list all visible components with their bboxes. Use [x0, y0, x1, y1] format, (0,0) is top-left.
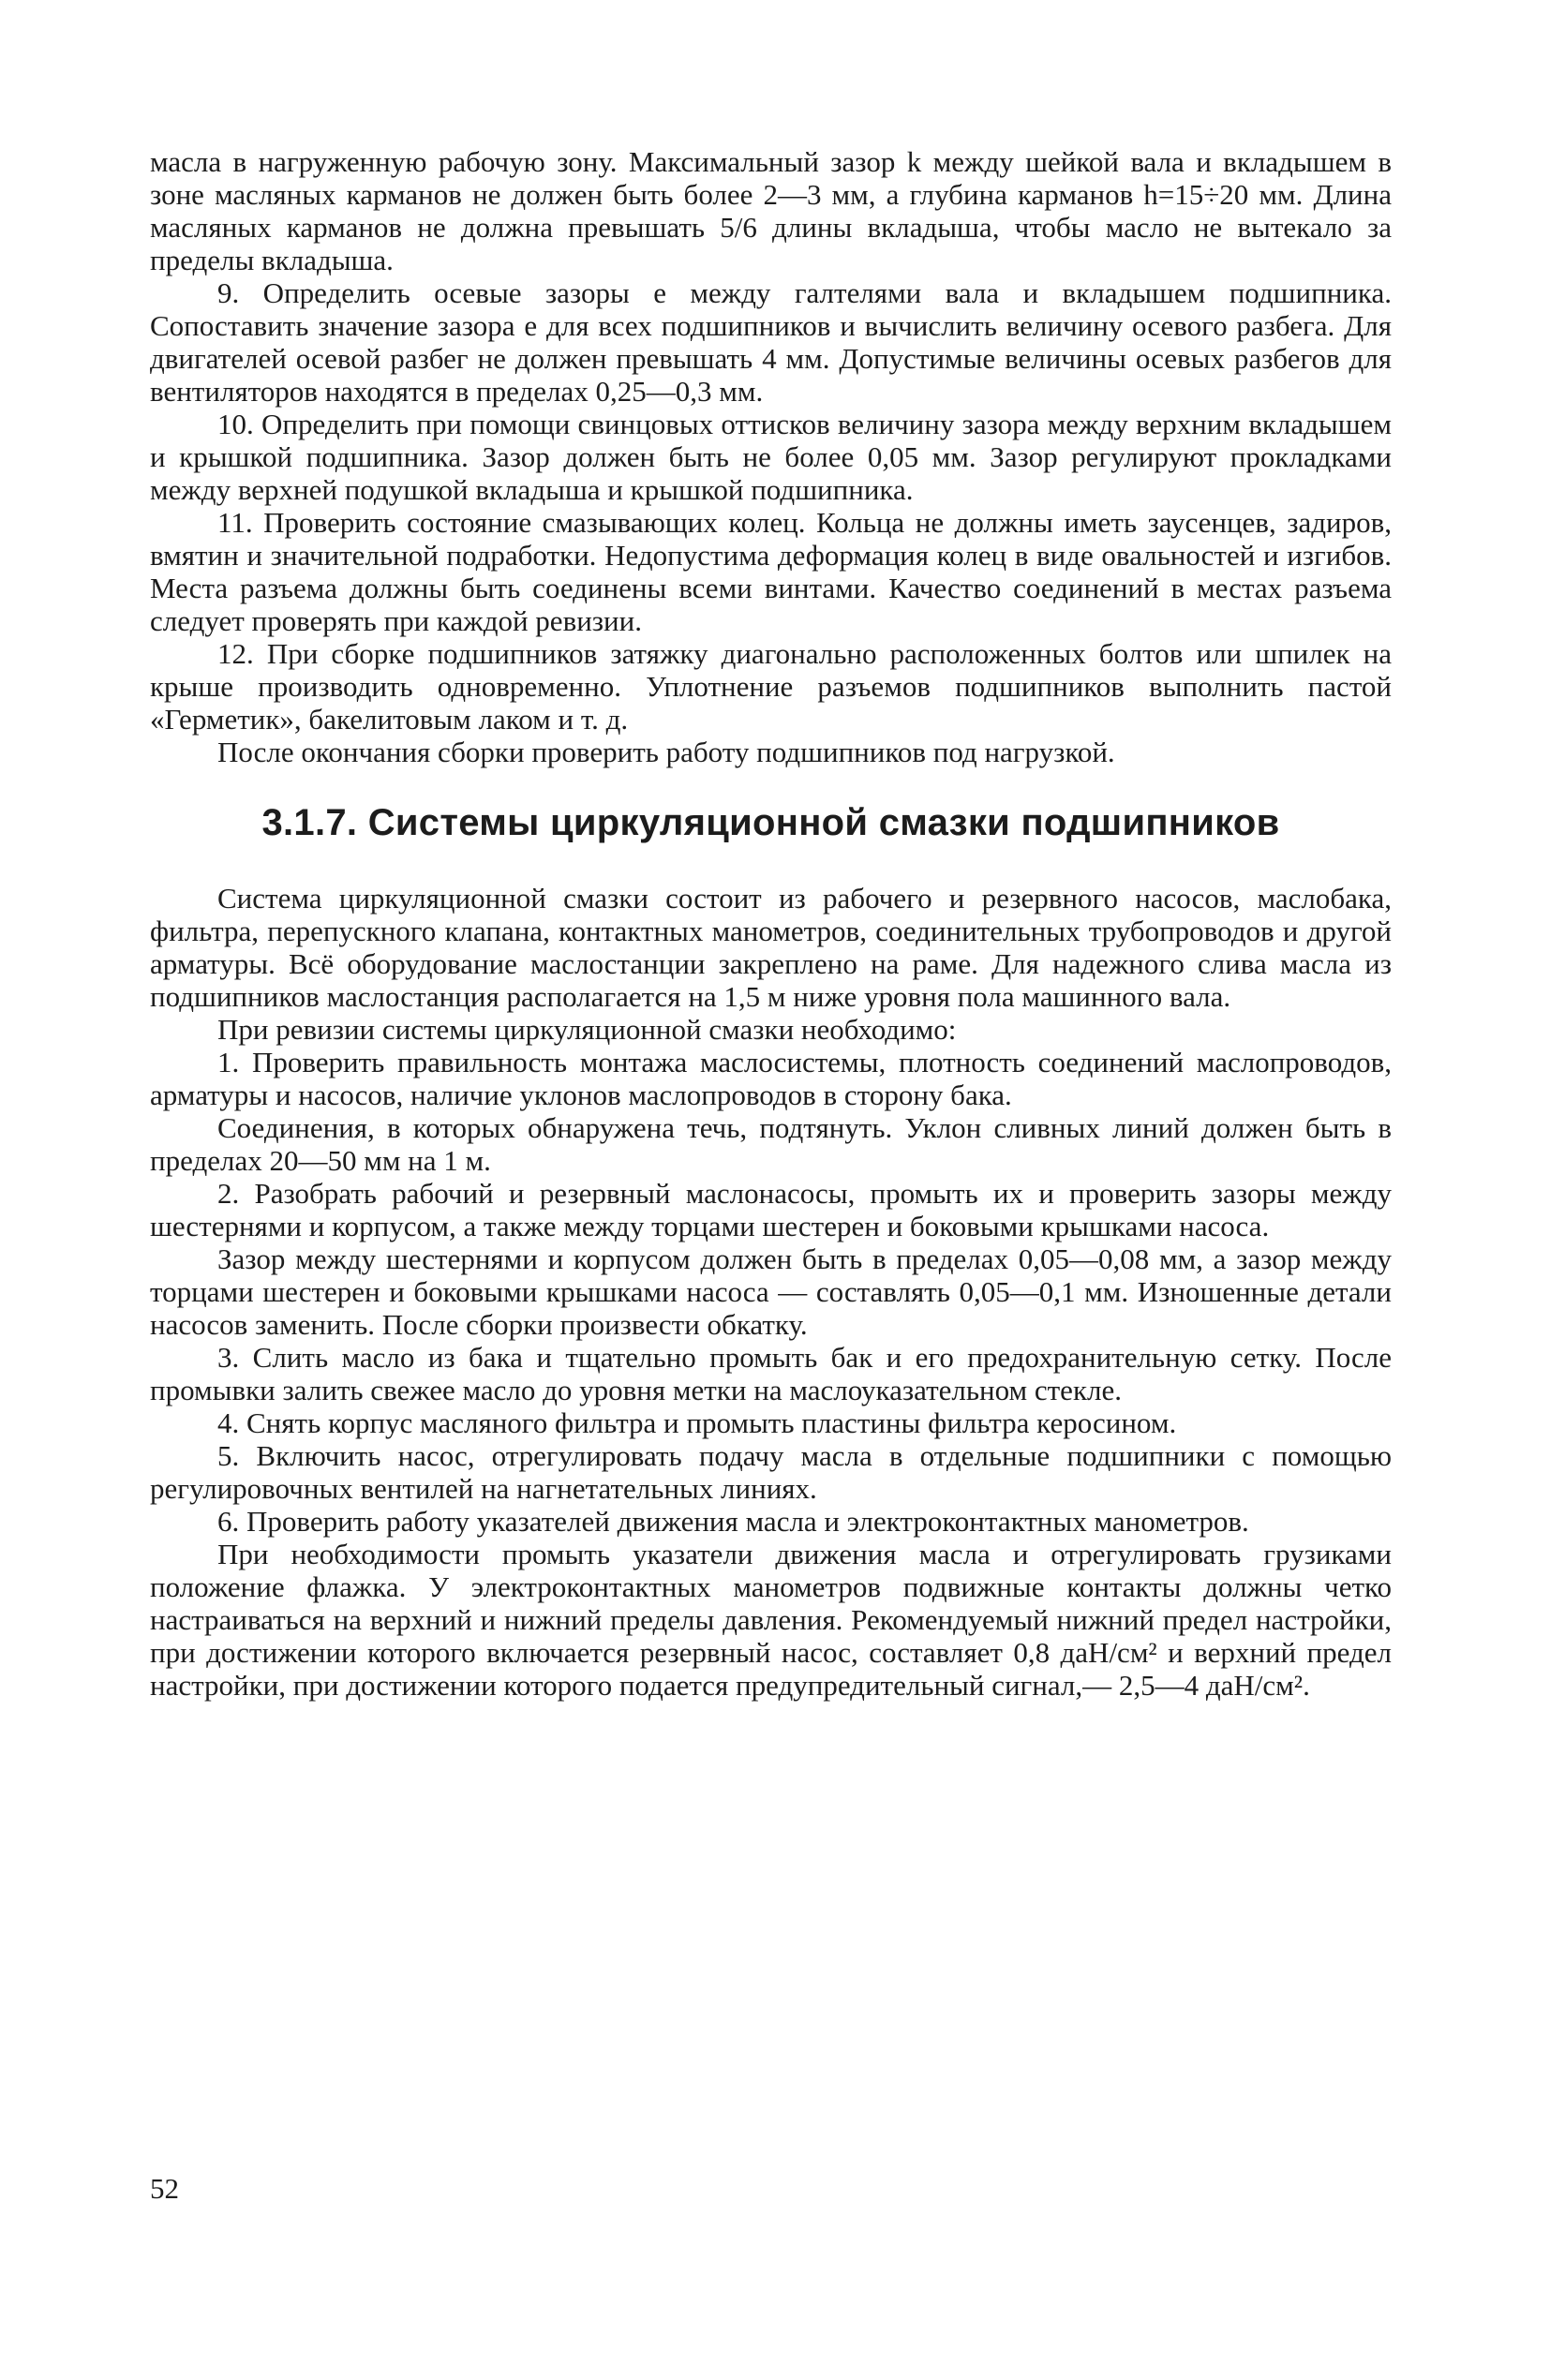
- list-item-1: 1. Проверить правильность монтажа маслосистемы, плотность соединений маслопроводов, арматуры и насосов, наличие уклонов маслопроводов в сторону бака.: [150, 1046, 1392, 1111]
- paragraph-after-assembly: После окончания сборки проверить работу подшипников под нагрузкой.: [217, 736, 1115, 768]
- paragraph-revision-intro: При ревизии системы циркуляционной смазки необходимо:: [217, 1013, 957, 1046]
- paragraph-gaps: Зазор между шестернями и корпусом должен быть в пределах 0,05—0,08 мм, а зазор между торцами шестерен и боковыми крышками насоса — составлять 0,05—0,1 мм. Изношенные детали насосов заменить. После сборки произвести обкатку.: [150, 1242, 1392, 1341]
- page-body: [150, 145, 1392, 1702]
- list-item-9: 9. Определить осевые зазоры e между галтелями вала и вкладышем подшипника. Сопоставить значение зазора e для всех подшипников и вычислить величину осевого разбега. Для двигателей осевой разбег не должен превышать 4 мм. Допустимые величины осевых разбегов для вентиляторов находятся в пределах 0,25—0,3 мм.: [150, 276, 1392, 408]
- page-number: 52: [150, 2172, 179, 2205]
- list-item-12: 12. При сборке подшипников затяжку диагонально расположенных болтов или шпилек на крыше производить одновременно. Уплотнение разъемов подшипников выполнить пастой «Герметик», бакелитовым лаком и т. д.: [150, 637, 1392, 736]
- section-heading: 3.1.7. Системы циркуляционной смазки подшипников: [261, 802, 1280, 843]
- paragraph-manometers: При необходимости промыть указатели движения масла и отрегулировать грузиками положение флажка. У электроконтактных манометров подвижные контакты должны четко настраиваться на верхний и нижний пределы давления. Рекомендуемый нижний предел настройки, при достижении которого включается резервный насос, составляет 0,8 даН/см² и верхний предел настройки, при достижении которого подается предупредительный сигнал,— 2,5—4 даН/см².: [150, 1538, 1392, 1702]
- paragraph-continuation: масла в нагруженную рабочую зону. Максимальный зазор k между шейкой вала и вкладышем в зоне масляных карманов не должен быть более 2—3 мм, а глубина карманов h=15÷20 мм. Длина масляных карманов не должна превышать 5/6 длины вкладыша, чтобы масло не вытекало за пределы вкладыша.: [150, 145, 1392, 276]
- list-item-4: 4. Снять корпус масляного фильтра и промыть пластины фильтра керосином.: [217, 1406, 1177, 1439]
- list-item-10: 10. Определить при помощи свинцовых оттисков величину зазора между верхним вкладышем и крышкой подшипника. Зазор должен быть не более 0,05 мм. Зазор регулируют прокладками между верхней подушкой вкладыша и крышкой подшипника.: [150, 408, 1392, 506]
- paragraph-connections: Соединения, в которых обнаружена течь, подтянуть. Уклон сливных линий должен быть в пределах 20—50 мм на 1 м.: [150, 1111, 1392, 1177]
- list-item-5: 5. Включить насос, отрегулировать подачу масла в отдельные подшипники с помощью регулировочных вентилей на нагнетательных линиях.: [150, 1439, 1392, 1505]
- list-item-2: 2. Разобрать рабочий и резервный маслонасосы, промыть их и проверить зазоры между шестернями и корпусом, а также между торцами шестерен и боковыми крышками насоса.: [150, 1177, 1392, 1242]
- paragraph-system-description: Система циркуляционной смазки состоит из рабочего и резервного насосов, маслобака, фильтра, перепускного клапана, контактных манометров, соединительных трубопроводов и другой арматуры. Всё оборудование маслостанции закреплено на раме. Для надежного слива масла из подшипников маслостанция располагается на 1,5 м ниже уровня пола машинного вала.: [150, 882, 1392, 1013]
- list-item-6: 6. Проверить работу указателей движения масла и электроконтактных манометров.: [217, 1505, 1249, 1538]
- list-item-11: 11. Проверить состояние смазывающих колец. Кольца не должны иметь заусенцев, задиров, вмятин и значительной подработки. Недопустима деформация колец в виде овальностей и изгибов. Места разъема должны быть соединены всеми винтами. Качество соединений в местах разъема следует проверять при каждой ревизии.: [150, 506, 1392, 637]
- list-item-3: 3. Слить масло из бака и тщательно промыть бак и его предохранительную сетку. После промывки залить свежее масло до уровня метки на маслоуказательном стекле.: [150, 1341, 1392, 1406]
